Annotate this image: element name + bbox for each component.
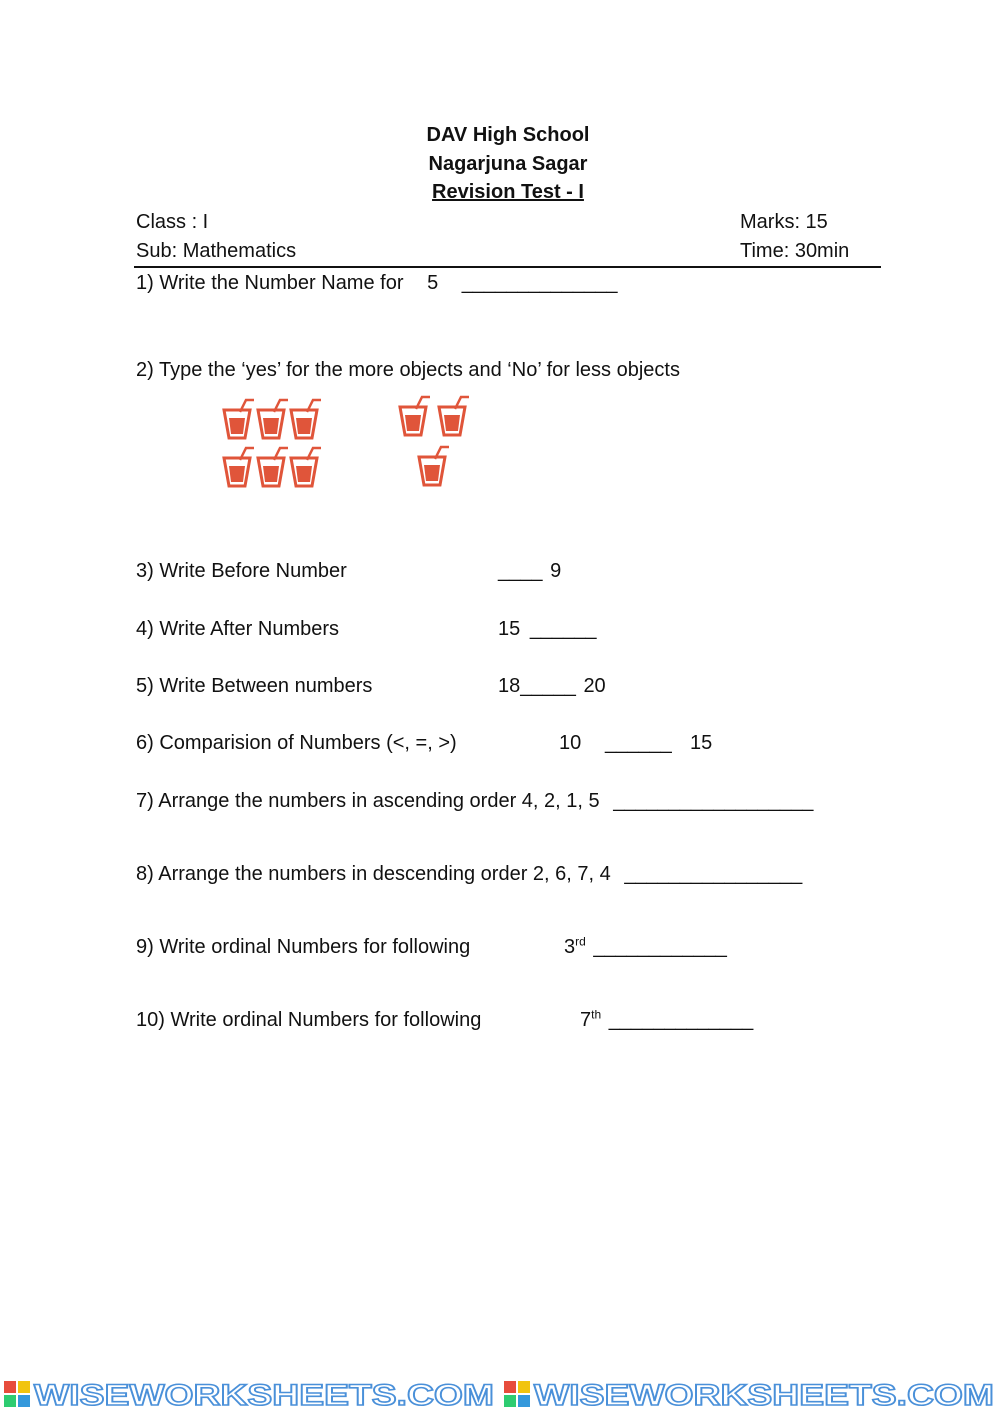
question-3-answer-blank[interactable]: ____ [498,560,543,582]
question-6-left-value: 10 [559,732,582,754]
question-5-answer [498,674,606,698]
watermark-logo-left [4,1381,30,1407]
question-7-text: 7) Arrange the numbers in ascending order 4, 2, 1, 5 [136,790,600,812]
question-9-answer [564,935,727,959]
question-1-value: 5 [427,272,439,294]
question-3-value: 9 [550,560,562,582]
question-8 [136,862,802,886]
wiseworksheets-watermark [0,1375,1000,1413]
question-8-answer-blank[interactable]: ________________ [624,863,803,885]
glass-icon [291,448,321,486]
question-10-answer-blank[interactable]: _____________ [608,1009,754,1031]
glass-icon [439,397,469,435]
watermark-text-1: WISEWORKSHEETS.COM [34,1379,494,1412]
glasses-illustration [215,395,485,495]
question-4-text: 4) Write After Numbers [136,618,340,640]
glass-icon [258,448,288,486]
question-3-text: 3) Write Before Number [136,560,347,582]
question-1-text: 1) Write the Number Name for [136,272,404,294]
question-1-answer-blank[interactable]: ______________ [461,272,618,294]
watermark-text-2: WISEWORKSHEETS.COM [534,1379,994,1412]
school-place: Nagarjuna Sagar [428,153,588,175]
glass-icon [291,400,321,438]
question-1 [136,271,617,295]
question-6-answer-blank[interactable]: ______ [605,732,672,754]
glass-icon [258,400,288,438]
test-title-text: Revision Test - I [432,181,584,203]
test-title [0,178,1000,206]
question-5-text: 5) Write Between numbers [136,675,373,697]
glass-icon [400,397,430,435]
left-glass-group[interactable] [224,400,321,486]
class-label: Class : I [136,211,209,233]
question-9-suffix: rd [575,934,586,949]
question-7 [136,789,813,813]
question-6-text: 6) Comparision of Numbers (<, =, >) [136,732,457,754]
question-9-number: 3 [564,936,576,958]
question-7-answer-blank[interactable]: __________________ [613,790,814,812]
question-10-suffix: th [591,1007,602,1022]
question-4-answer [498,617,597,641]
glass-icon [224,448,254,486]
question-5-answer-blank[interactable]: _____ [520,675,576,697]
watermark-logo-right [504,1381,530,1407]
question-4-answer-blank[interactable]: ______ [529,618,597,640]
question-10-number: 7 [580,1009,592,1031]
question-2-text: 2) Type the ‘yes’ for the more objects and ‘No’ for less objects [136,359,680,381]
question-8-text: 8) Arrange the numbers in descending order 2, 6, 7, 4 [136,863,611,885]
header-divider [134,266,881,268]
question-10-ordinal [580,1009,601,1031]
marks-label: Marks: 15 [740,211,828,233]
question-5-left-value: 18 [498,675,521,697]
question-5-right-value: 20 [583,675,606,697]
right-glass-group[interactable] [400,397,469,485]
glass-icon [419,447,449,485]
glass-icon [224,400,254,438]
question-10-text: 10) Write ordinal Numbers for following [136,1009,482,1031]
time-label: Time: 30min [740,240,850,262]
question-9-text: 9) Write ordinal Numbers for following [136,936,471,958]
question-3-answer [498,559,561,583]
question-9-answer-blank[interactable]: ____________ [593,936,727,958]
question-4-value: 15 [498,618,521,640]
subject-label: Sub: Mathematics [136,240,297,262]
question-10-answer [580,1008,753,1032]
question-6-right-value: 15 [690,732,713,754]
question-9-ordinal [564,936,586,958]
school-name: DAV High School [426,124,590,146]
